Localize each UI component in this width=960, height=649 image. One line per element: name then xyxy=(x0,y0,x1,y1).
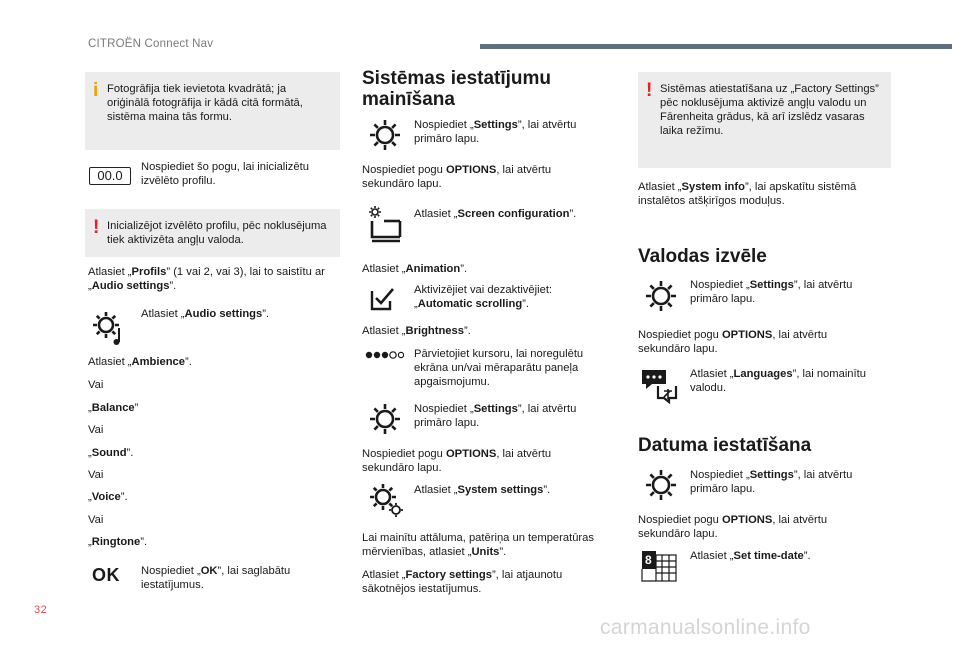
screen-configuration-icon xyxy=(366,205,406,245)
options-text: Nospiediet pogu OPTIONS, lai atvērtu sekundāro lapu. xyxy=(362,448,552,474)
warning-icon: ! xyxy=(646,80,653,101)
settings-text: Nospiediet „Settings”, lai atvērtu primāro lapu. xyxy=(414,119,577,145)
section-heading-system-settings: Sistēmas iestatījumu mainīšana xyxy=(362,68,552,110)
screen-configuration-text: Atlasiet „Screen configuration”. xyxy=(414,208,577,220)
settings-text: Nospiediet „Settings”, lai atvērtu primāro lapu. xyxy=(414,403,577,429)
header-bar xyxy=(480,44,952,49)
balance-text: „Balance” xyxy=(88,402,139,414)
calendar-icon xyxy=(640,547,680,587)
ambience-text: Atlasiet „Ambience”. xyxy=(88,356,192,368)
warning-icon: ! xyxy=(93,217,100,238)
ringtone-text: „Ringtone”. xyxy=(88,536,148,548)
units-text: Lai mainītu attāluma, patēriņa un temperatūras mērvienības, atlasiet „Units”. xyxy=(362,532,594,558)
warning-box xyxy=(638,72,891,168)
warning-box-text: Sistēmas atiestatīšana uz „Factory Settings” pēc noklusējuma aktivizē angļu valodu un Fārenheita grādus, kā arī izslēdz vasaras laika režīmu. xyxy=(660,83,879,137)
brightness-slider-text: Pārvietojiet kursoru, lai noregulētu ekrāna un/vai mēraparātu paneļa apgaismojumu. xyxy=(414,348,584,388)
section-heading-date: Datuma iestatīšana xyxy=(638,435,812,456)
settings-text: Nospiediet „Settings”, lai atvērtu primāro lapu. xyxy=(690,469,853,495)
or-text: Vai xyxy=(88,379,104,391)
ok-text: Nospiediet „OK”, lai saglabātu iestatījumus. xyxy=(141,565,291,591)
options-text: Nospiediet pogu OPTIONS, lai atvērtu sekundāro lapu. xyxy=(638,329,828,355)
settings-text: Nospiediet „Settings”, lai atvērtu primāro lapu. xyxy=(690,279,853,305)
calendar-number: 8 xyxy=(645,553,652,567)
audio-settings-icon xyxy=(89,308,129,348)
system-settings-icon xyxy=(366,480,406,520)
settings-gear-icon xyxy=(642,466,680,504)
system-info-text: Atlasiet „System info”, lai apskatītu sistēmā instalētos atšķirīgos moduļus. xyxy=(638,181,857,207)
info-box-text: Fotogrāfija tiek ievietota kvadrātā; ja oriģinālā fotogrāfija ir kādā citā formātā, sistēma maina tās formu. xyxy=(107,83,303,123)
checkbox-icon xyxy=(368,283,398,313)
settings-gear-icon xyxy=(642,277,680,315)
sound-text: „Sound”. xyxy=(88,447,134,459)
settings-gear-icon xyxy=(366,116,404,154)
reset-profile-text: Nospiediet šo pogu, lai inicializētu izvēlēto profilu. xyxy=(141,161,309,187)
brightness-text: Atlasiet „Brightness”. xyxy=(362,325,471,337)
watermark: carmanualsonline.info xyxy=(600,616,811,639)
or-text: Vai xyxy=(88,469,104,481)
options-text: Nospiediet pogu OPTIONS, lai atvērtu sekundāro lapu. xyxy=(362,164,552,190)
audio-settings-text: Atlasiet „Audio settings”. xyxy=(141,308,270,320)
section-heading-language: Valodas izvēle xyxy=(638,246,767,267)
system-settings-text: Atlasiet „System settings”. xyxy=(414,484,551,496)
ok-button[interactable]: OK xyxy=(92,565,120,585)
languages-text: Atlasiet „Languages”, lai nomainītu valodu. xyxy=(690,368,866,394)
warning-box xyxy=(85,209,340,257)
set-time-date-text: Atlasiet „Set time-date”. xyxy=(690,550,811,562)
reset-profile-button[interactable]: 00.0 xyxy=(89,167,131,185)
page-header-title: CITROËN Connect Nav xyxy=(88,38,214,50)
page-number: 32 xyxy=(34,604,48,616)
info-icon: i xyxy=(93,80,99,101)
automatic-scrolling-text: Aktivizējiet vai dezaktivējiet: „Automatic scrolling”. xyxy=(414,284,553,310)
or-text: Vai xyxy=(88,514,104,526)
factory-settings-text: Atlasiet „Factory settings”, lai atjaunotu sākotnējos iestatījumus. xyxy=(362,569,563,595)
options-text: Nospiediet pogu OPTIONS, lai atvērtu sekundāro lapu. xyxy=(638,514,828,540)
brightness-slider-icon xyxy=(364,348,404,362)
animation-text: Atlasiet „Animation”. xyxy=(362,263,468,275)
voice-text: „Voice”. xyxy=(88,491,128,503)
settings-gear-icon xyxy=(366,400,404,438)
warning-box-text: Inicializējot izvēlēto profilu, pēc noklusējuma tiek aktivizēta angļu valoda. xyxy=(107,220,327,246)
profiles-instruction: Atlasiet „Profils” (1 vai 2, vai 3), lai to saistītu ar „Audio settings”. xyxy=(88,266,325,292)
info-box xyxy=(85,72,340,150)
languages-icon xyxy=(640,366,680,404)
or-text: Vai xyxy=(88,424,104,436)
